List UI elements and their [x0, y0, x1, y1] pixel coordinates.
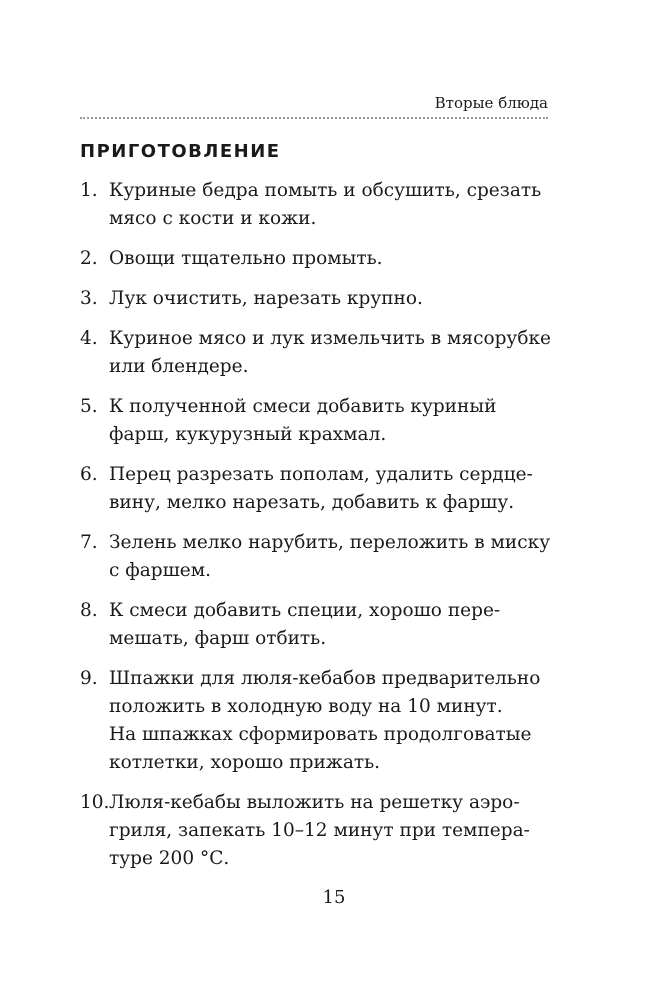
step-text — [109, 285, 550, 313]
step-line: Шпажки для люля-кебабов предварительно — [109, 668, 541, 689]
step-line: К полученной смеси добавить куриный — [109, 396, 497, 417]
step-line: Лук очистить, нарезать крупно. — [109, 288, 423, 309]
step-line: На шпажках сформировать продолговатые — [109, 724, 532, 745]
step-text — [109, 393, 550, 449]
step-number: 8. — [80, 600, 98, 621]
step-number: 5. — [80, 396, 98, 417]
step-item — [80, 529, 550, 585]
step-item — [80, 325, 550, 381]
step-line: фарш, кукурузный крахмал. — [109, 424, 387, 445]
step-text — [109, 789, 550, 873]
page-number: 15 — [322, 887, 346, 908]
step-line: мясо с кости и кожи. — [109, 208, 317, 229]
step-line: Люля-кебабы выложить на решетку аэро- — [109, 792, 520, 813]
step-line: вину, мелко нарезать, добавить к фаршу. — [109, 492, 515, 513]
step-text — [109, 597, 550, 653]
step-number: 4. — [80, 328, 98, 349]
step-line: Куриное мясо и лук измельчить в мясорубке — [109, 328, 551, 349]
step-text — [109, 461, 550, 517]
step-number: 1. — [80, 180, 98, 201]
step-text — [109, 665, 550, 777]
step-line: положить в холодную воду на 10 минут. — [109, 696, 503, 717]
step-text — [109, 245, 550, 273]
section-title: ПРИГОТОВЛЕНИЕ — [80, 141, 281, 162]
step-item — [80, 245, 550, 273]
step-text — [109, 325, 551, 381]
step-line: Овощи тщательно промыть. — [109, 248, 383, 269]
header-divider — [80, 117, 548, 119]
step-line: гриля, запекать 10–12 минут при темпера- — [109, 820, 530, 841]
step-line: котлетки, хорошо прижать. — [109, 752, 381, 773]
step-line: Куриные бедра помыть и обсушить, срезать — [109, 180, 542, 201]
steps-list — [80, 177, 550, 885]
step-text — [109, 177, 550, 233]
step-number: 3. — [80, 288, 98, 309]
step-item — [80, 597, 550, 653]
step-item — [80, 177, 550, 233]
step-item — [80, 393, 550, 449]
step-item — [80, 789, 550, 873]
running-head: Вторые блюда — [434, 94, 548, 112]
step-number: 9. — [80, 668, 98, 689]
step-line: Перец разрезать пополам, удалить сердце- — [109, 464, 533, 485]
step-line: мешать, фарш отбить. — [109, 628, 327, 649]
step-line: или блендере. — [109, 356, 249, 377]
step-number: 6. — [80, 464, 98, 485]
step-line: Зелень мелко нарубить, переложить в миску — [109, 532, 551, 553]
step-text — [109, 529, 550, 585]
step-line: туре 200 °С. — [109, 848, 230, 869]
step-item — [80, 665, 550, 777]
step-number: 7. — [80, 532, 98, 553]
step-line: с фаршем. — [109, 560, 212, 581]
step-item — [80, 285, 550, 313]
step-number: 10. — [80, 792, 110, 813]
step-line: К смеси добавить специи, хорошо пере- — [109, 600, 501, 621]
step-number: 2. — [80, 248, 98, 269]
step-item — [80, 461, 550, 517]
